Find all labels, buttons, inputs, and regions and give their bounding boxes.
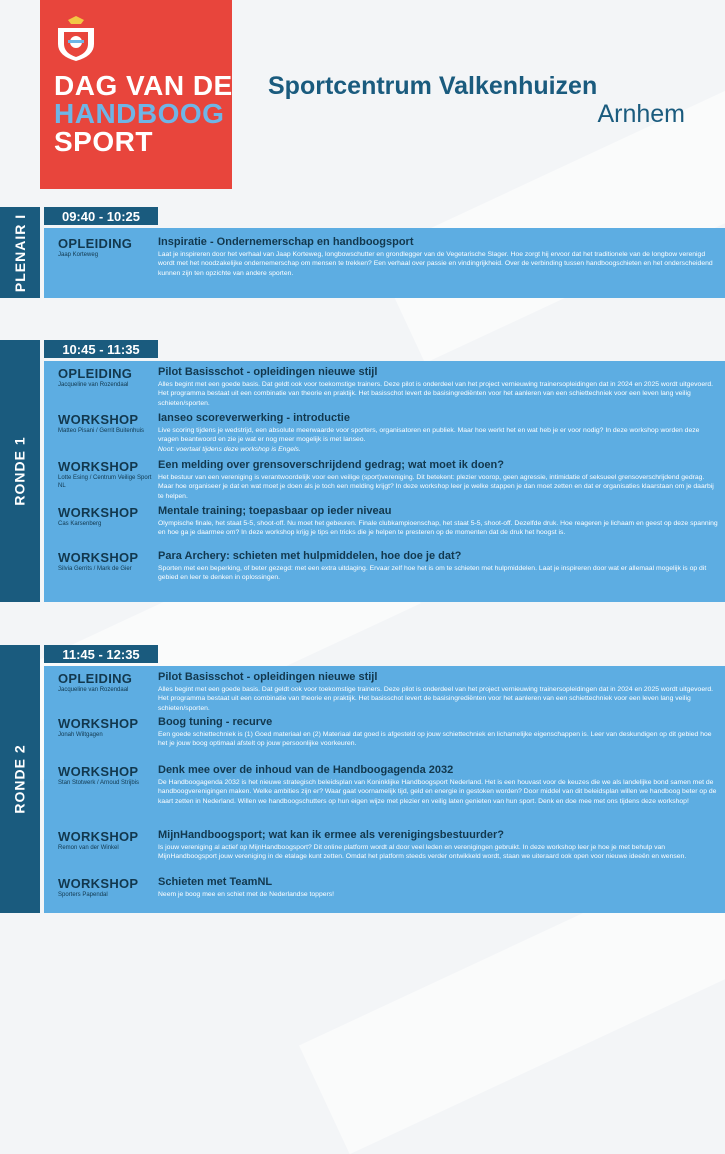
venue-title: Sportcentrum Valkenhuizen (268, 72, 598, 100)
item-speaker: Lotte Esing / Centrum Veilige Sport NL (58, 475, 152, 489)
item-description: De Handboogagenda 2032 is het nieuwe strategisch beleidsplan van Koninklijke Handboogsport Nederland. Het is een houvast voor de keuzes die we als landelijke bond samen met de handboogverenigingen maken. Welke ambities zijn er? Waar gaat voornamelijk tijd, geld en energie in gestoken worden? Door middel van dit beleidsplan willen we handboog beter op de kaart zetten in Nederland. Willen we handboogschutters op hun eigen wijze met plezier en veilig laten genieten van hun sport. Denk en doe mee met ons tijdens deze workshop! (158, 779, 717, 805)
item-description: Olympische finale, het staat 5-5, shoot-off. Nu moet het gebeuren. Finale clubkampioenschap, het staat 5-5, shoot-off. Dezelfde druk. Hoe reageren je lichaam en geest op deze spanning en hoe ga je daarmee om? In deze workshop krijg je tips en tricks die je helpen te presteren op de momenten dat de druk het hoogst is. (158, 520, 718, 537)
item-type: WORKSHOP (58, 716, 139, 731)
item-description: Laat je inspireren door het verhaal van Jaap Korteweg, longbowschutter en grondlegger van de Vegetarische Slager. Hoe zorgt hij ervoor dat het traditionele van de longbow verenigd wordt met het noodzakelijke ondernemerschap om mensen te trekken? Een verhaal over passie en vindingrijkheid. Over de verbinding tussen handboogschieten en het onderscheidend kunnen zijn ten opzichte van andere sporten. (158, 251, 713, 277)
item-title: Inspiratie - Ondernemerschap en handboogsport (158, 236, 414, 248)
item-type: WORKSHOP (58, 550, 139, 565)
item-speaker: Cas Karsenberg (58, 521, 102, 527)
item-speaker: Jacqueline van Rozendaal (58, 382, 129, 388)
item-speaker: Jaap Korteweg (58, 252, 99, 258)
item-title: Een melding over grensoverschrijdend gedrag; wat moet ik doen? (158, 459, 504, 471)
item-description: Sporten met een beperking, of beter gezegd: met een extra uitdaging. Ervaar zelf hoe het is om te schieten met hulpmiddelen. Laat je inspireren door wat er allemaal mogelijk is op dit gebied en leer te denken in oplossingen. (158, 565, 707, 582)
item-title: Para Archery: schieten met hulpmiddelen, hoe doe je dat? (158, 550, 462, 562)
item-type: WORKSHOP (58, 876, 139, 891)
item-type: WORKSHOP (58, 764, 139, 779)
item-speaker: Jacqueline van Rozendaal (58, 687, 129, 693)
logo-line-3: SPORT (54, 126, 153, 157)
logo-line-2: HANDBOOG (54, 98, 225, 129)
item-description: Alles begint met een goede basis. Dat geldt ook voor toekomstige trainers. Deze pilot is onderdeel van het project vernieuwing trainersopleidingen dat in 2024 en 2025 wordt uitgevoerd. Het programma bestaat uit een combinatie van theorie en praktijk. Het basisschot levert de basisingrediënten voor het aanleren van een schiettechniek voor een leven lang veilig schieten/sporten. (158, 686, 714, 712)
item-type: WORKSHOP (58, 829, 139, 844)
session-ronde-1 (0, 340, 725, 602)
item-description: Neem je boog mee en schiet met de Nederlandse toppers! (158, 891, 335, 898)
item-note: Noot: voertaal tijdens deze workshop is Engels. (158, 445, 301, 453)
item-type: OPLEIDING (58, 671, 133, 686)
item-speaker: Matteo Pisani / Gerrit Buitenhuis (58, 428, 145, 434)
item-title: MijnHandboogsport; wat kan ik ermee als verenigingsbestuurder? (158, 829, 504, 841)
item-title: Mentale training; toepasbaar op ieder niveau (158, 505, 392, 517)
archery-shield-icon (54, 14, 98, 62)
item-description: Een goede schiettechniek is (1) Goed materiaal en (2) Materiaal dat goed is afgesteld op jouw schiettechniek en lichamelijke eigenschappen is. Leer van deskundigen op dit gebied hoe het je jouw boog optimaal afstelt op jouw persoonlijke voorkeuren. (158, 731, 712, 748)
item-type: WORKSHOP (58, 505, 139, 520)
item-speaker: Silvia Gerrits / Mark de Gier (58, 566, 132, 572)
session-time: 09:40 - 10:25 (44, 207, 158, 225)
session-time: 10:45 - 11:35 (44, 340, 158, 358)
item-speaker: Stan Stotwerk / Arnoud Strijbis (58, 780, 140, 786)
item-title: Ianseo scoreverwerking - introductie (158, 412, 350, 424)
session-panel (44, 361, 725, 602)
item-type: WORKSHOP (58, 459, 139, 474)
logo-line-1: DAG VAN DE (54, 70, 233, 101)
session-side-label: RONDE 1 (0, 340, 40, 602)
item-title: Pilot Basisschot - opleidingen nieuwe stijl (158, 671, 378, 683)
item-description: Alles begint met een goede basis. Dat geldt ook voor toekomstige trainers. Deze pilot is onderdeel van het project vernieuwing trainersopleidingen dat in 2024 en 2025 wordt uitgevoerd. Het programma bestaat uit een combinatie van theorie en praktijk. Het basisschot levert de basisingrediënten voor het aanleren van een schiettechniek voor een leven lang veilig schieten/sporten. (158, 381, 714, 407)
item-description: Het bestuur van een vereniging is verantwoordelijk voor een veilige (sport)vereniging. Dit betekent: plezier voorop, geen agressie, intimidatie of seksueel grensoverschrijdend gedrag. Maar hoe organiseer je dat en wat moet je doen als je toch een melding krijgt? In deze workshop leer je welke stappen je dan moet zetten en dat er organisaties klaarstaan om je daarbij te helpen. (158, 474, 714, 500)
item-speaker: Sporters Papendal (58, 892, 108, 898)
item-speaker: Remon van der Winkel (58, 845, 119, 851)
item-title: Schieten met TeamNL (158, 876, 273, 888)
item-description: Live scoring tijdens je wedstrijd, een absolute meerwaarde voor sporters, organisatoren en publiek. Maar hoe werkt het en wat heb je er voor nodig? In deze workshop worden deze vragen beantwoord en zie je wat er nog meer mogelijk is met Ianseo. Noot: voertaal tijdens deze workshop is Engels. (158, 427, 700, 453)
item-title: Boog tuning - recurve (158, 716, 273, 728)
item-title: Denk mee over de inhoud van de Handboogagenda 2032 (158, 764, 454, 776)
event-logo (40, 0, 232, 189)
session-side-label: PLENAIR I (0, 207, 40, 298)
item-speaker: Jonah Wiltgagen (58, 732, 103, 738)
session-ronde-2 (0, 645, 725, 913)
item-type: OPLEIDING (58, 236, 133, 251)
item-type: OPLEIDING (58, 366, 133, 381)
session-plenair (0, 207, 725, 298)
item-type: WORKSHOP (58, 412, 139, 427)
session-side-label: RONDE 2 (0, 645, 40, 913)
venue-city: Arnhem (597, 100, 685, 128)
session-time: 11:45 - 12:35 (44, 645, 158, 663)
item-description: Is jouw vereniging al actief op MijnHandboogsport? Dit online platform wordt al door veel leden en verenigingen gebruikt. In deze workshop leer je hoe je met behulp van MijnHandboogsport jouw vereniging in de etalage kunt zetten. Omdat het platform steeds verder ontwikkeld wordt, staan we uiteraard ook open voor nieuwe ideeën en wensen. (158, 844, 687, 861)
session-panel (44, 228, 725, 298)
session-panel (44, 666, 725, 913)
item-title: Pilot Basisschot - opleidingen nieuwe stijl (158, 366, 378, 378)
